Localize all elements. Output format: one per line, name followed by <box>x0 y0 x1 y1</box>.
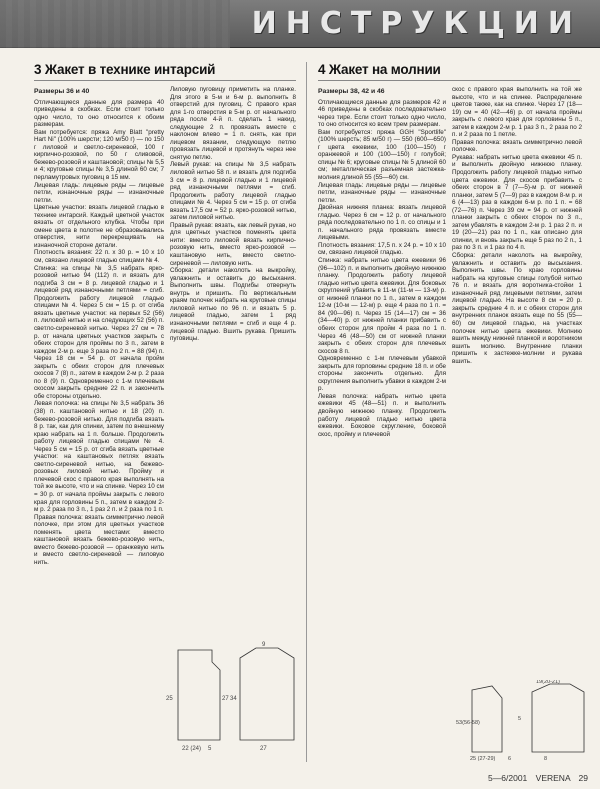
title-rule-left <box>34 80 296 81</box>
header-pattern <box>0 0 230 48</box>
small-label: 6 <box>508 756 512 762</box>
paragraph: Вам потребуется: пряжа GGH "Sportlife" (100% шерсть; 85 м/50 г) — 550 (600—650) г цвета ежевики, 100 (100—150) г оранжевой и 100 (100—150) г голубой; спицы № 6; круговые спицы № 5 длиной 60 см; металлическая разъемная застежка-молния длиной 55 (55—60) см. <box>318 128 446 182</box>
article-title-right: 4 Жакет на молнии <box>318 62 441 77</box>
page-footer <box>482 773 588 783</box>
left-article-column-1 <box>34 86 164 566</box>
paragraph: Рукава: набрать нитью цвета ежевики 45 п. и выполнить двойную нижнюю планку. Продолжить работу лицевой гладью нитью цвета ежевики. Для скосов прибавить с обеих сторон в 7 (7—5)-м р. от нижней планки, затем 5 (7—9) раз в каждом 8-м р. и 6 (4—13) раз в каждом 6-м р. по 1 п. = 68 (72—76) п. Через 39 см = 94 р. от нижней планки закрыть с обеих сторон по 3 п., затем убавлять в каждом 2-м р. 1 раз 2 п. и 19 (20—21) раз по 1 п., как описано для спинки, и вновь закрыть еще 5 раз по 2 п., 1 раз по 3 п. и 1 раз по 4 п. <box>452 153 582 252</box>
dim-label-height: 25 <box>166 696 173 702</box>
paragraph: Вам потребуется: пряжа Amy Blatt "pretty Hart Ni" (100% шерсти; 120 м/50 г) — по 150 г лиловой и светло-сиреневой, 100 г кирпично-розовой, по 50 г сливовой, бежево-розовой и каштановой; спицы № 5,5 и 4; круговые спицы № 3,5 длиной 60 см; 7 перламутровых пуговиц в 15 мм. <box>34 128 164 182</box>
paragraph: Плотность вязания: 17,5 п. х 24 р. = 10 х 10 см, связано лицевой гладью. <box>318 241 446 257</box>
front-piece-outline <box>178 650 220 740</box>
dim-label-height-right: 27 <box>222 696 229 702</box>
height-label: 53(56-58) <box>456 720 480 726</box>
paragraph: Лиловую пуговицу приметить на планке. Для этого в 5-м и 6-м р. выполнить 8 отверстий для пуговиц. С правого края для 1-го отверстия в 5-м р. от начального ряда после 4-й п. сделать 1 накид, следующие 2 п. провязать вместе с наклоном влево = 1 п. снять, как при лицевом вязании, следующую петлю провязать лицевой и протянуть через нее снятую петлю. <box>170 86 296 161</box>
paragraph: Плотность вязания: 22 п. х 30 р. = 10 х 10 см, связано лицевой гладью спицами № 4. <box>34 249 164 265</box>
paragraph: Правый рукав: вязать, как левый рукав, но для цветных участков поменять цвета нити: вместо лиловой вязать кирпично-розовую нить, вместо ярко-розовой — каштановую нить, вместо светло-сиреневой — лиловую нить. <box>170 221 296 267</box>
page-number: 29 <box>578 773 588 783</box>
paragraph: Левая полочка: на спицы № 3,5 набрать 36 (38) п. каштановой нитью и 18 (20) п. бежево-розовой нитью. Для подгиба вязать 8 р. так, как для спинки, затем по внешнему краю набрать на 1 п. больше. Продолжить работу лицевой гладью спицами № 4. Через 5 см = 15 р. от сгиба вязать цветные участки: на каштановых петлях вязать светло-сиреневой нитью, на бежево-розовых лиловой нитью. Пройму и плечевой скос с правого края выполнять на той же высоте, что и на спинке. Через 10 см = 30 р. от начала проймы закрыть с левого края для горловины 5 п., затем в каждом 2-м р. 2 раза по 3 п., 1 раз 2 п. и 2 раза по 1 п. <box>34 400 164 514</box>
section-title: ИНСТРУКЦИИ <box>251 6 582 41</box>
paragraph: Левый рукав: на спицы № 3,5 набрать лиловой нитью 58 п. и вязать для подгиба 3 см = 8 р. лицевой гладью и 1 лицевой ряд изнаночными петлями = сгиб. Продолжить работу лицевой гладью спицами № 4. Через 5 см = 15 р. от сгиба вязать 17,5 см = 52 р. ярко-розовой нитью, затем лиловой нитью. <box>170 161 296 222</box>
sizes-label: Размеры 38, 42 и 46 <box>318 88 385 95</box>
left-article-column-2 <box>170 86 296 343</box>
dim-label-small: 5 <box>208 746 212 752</box>
column-divider <box>306 62 307 762</box>
paragraph: Правая полочка: вязать симметрично левой полочке, при этом для цветных участков поменять цвета местами: вместо каштановой вязать бежево-розовую нить, вместо бежево-розовой — оранжевую нить и вместо светло-сиреневой — лиловую нить. <box>34 513 164 566</box>
paragraph: Цветные участки: вязать лицевой гладью в технике интарсий. Каждый цветной участок вязать от отдельного клубка. Чтобы при смене цвета в полотне не образовывались отверстия, нити перекрещивать на изнаночной стороне детали. <box>34 204 164 249</box>
paragraph: скос с правого края выполнить на той же высоте, что и на спинке. Распределение цветов также, как на спинке. Через 17 (18—19) см = 40 (42—46) р. от начала проймы закрыть с левого края для горловины 5 п., затем в каждом 2-м р. 1 раз 3 п., 2 раза по 2 п. и 2 раза по 1 петле. <box>452 86 582 139</box>
paragraph: Сборка: детали наколоть на выкройку, увлажнить и оставить до высыхания. Выполнить швы. По краю горловины набрать на круговые спицы голубой нитью 76 п. и вязать для воротника-стойки 1 изнаночный ряд лицевыми петлями, затем лицевой гладью. На высоте 8 см = 20 р. закрыть средние 4 п. и с обеих сторон для внутренних планок вязать еще по 55 (55—60) см лицевой гладью, на участках полочек нитью цвета ежевики. Молнию вшить между нижней планкой и воротником вшить молнию. Внутренние планки пришить к застежке-молнии и рукава вшить. <box>452 252 582 365</box>
sleeve-bottom-label: 27 <box>260 746 267 752</box>
width-label: 25 (27-29) <box>470 756 496 762</box>
page-header <box>0 0 600 48</box>
right-article-column-2 <box>452 86 582 365</box>
paragraph: Отличающиеся данные для размеров 42 и 46 приведены в скобках последовательно через тире. Если стоит только одно число, то оно относится ко всем трем размерам. <box>318 98 446 129</box>
sleeve-top-label: 19(20-21) <box>536 680 560 685</box>
sleeve-side-label: 34 <box>230 696 237 702</box>
paragraph: Правая полочка: вязать симметрично левой полочке. <box>452 138 582 154</box>
sleeve-mid-label: 5 <box>518 716 522 722</box>
paragraph: Сборка: детали наколоть на выкройку, увлажнить и оставить до высыхания. Выполнить швы. Подгибы отвернуть внутрь и пришить. По вертикальным краям полочек набрать на круговые спицы лиловой нитью по 96 п. и вязать 5 р. лицевой гладью, затем 1 ряд изнаночными петлями = сгиб и еще 4 р. лицевой гладью. Вшить рукава. Пришить пуговицы. <box>170 267 296 343</box>
paragraph: Лицевая гладь: лицевые ряды — лицевые петли, изнаночные ряды — изнаночные петли. <box>34 181 164 204</box>
dim-label-width: 22 (24) <box>182 746 202 752</box>
issue-number: 5—6/2001 <box>488 773 528 783</box>
sleeve-piece-outline <box>532 684 584 752</box>
right-article-column-1 <box>318 86 446 438</box>
sizes-label: Размеры 36 и 40 <box>34 88 90 95</box>
sleeve-width-label: 8 <box>544 756 548 762</box>
right-pattern-diagram <box>452 680 592 765</box>
paragraph: Лицевая гладь: лицевые ряды — лицевые петли, изнаночные ряды — изнаночные петли. <box>318 181 446 204</box>
paragraph: Одновременно с 1-м плечевым убавкой закрыть для горловины средние 18 п. и обе стороны закончить отдельно. Для скругления выполнить убавки в каждом 2-м р. <box>318 355 446 393</box>
paragraph: Левая полочка: набрать нитью цвета ежевики 45 (48—51) п. и выполнить двойную нижнюю планку. Продолжить работу лицевой гладью нитью цвета ежевики. Боковое скругление, боковой скос, пройму и плечевой <box>318 392 446 438</box>
paragraph: Спинка: на спицы № 3,5 набрать ярко-розовой нитью 94 (112) п. и вязать для подгиба 3 см = 8 р. лицевой гладью и 1 лицевой ряд изнаночными петлями = сгиб. Продолжить работу лицевой гладью спицами № 4. Через 5 см = 15 р. от сгиба вязать цветные участки: на первых 52 (56) п. лиловой нитью и на следующих 52 (56) п. светло-сиреневой нитью. Через 27 см = 78 р. от начала цветных участков закрыть с обеих сторон для проймы по 3 п., затем в каждом 2-м р. еще 3 раза по 2 п. = 88 (94) п. Через 18 см = 54 р. от начала пройм закрыть с обеих сторон для плечевых скосов 7 (8) п., затем в каждом 2-м р. 2 раза по 8 (9) п. Одновременно с 1-м плечевым скосом закрыть средние 22 п. и закончить обе стороны отдельно. <box>34 264 164 400</box>
title-rule-right <box>318 80 580 81</box>
paragraph: Спинка: набрать нитью цвета ежевики 96 (96—102) п. и выполнить двойную нижнюю планку. Продолжить работу лицевой гладью нитью цвета ежевики. Для боковых скруглений убавить в 11-м (11-м — 13-м) р. от нижней планки по 1 п., затем в каждом 12-м (10-м — 12-м) р. еще 4 раза по 1 п. = 84 (90—96) п. Через 15 (14—17) см = 36 (34—40) р. от нижней планки прибавить с обеих сторон для пройм 4 раза по 1 п. Через 46 (48—50) см от нижней планки закрыть с обеих сторон для плечевых скосов 8 п. <box>318 257 446 355</box>
paragraph: Отличающиеся данные для размера 40 приведены в скобках. Если стоит только одно число, то оно относится к обоим размерам. <box>34 98 164 129</box>
sleeve-top-label: 9 <box>262 642 266 648</box>
sleeve-piece-outline <box>240 648 294 740</box>
article-title-left: 3 Жакет в технике интарсий <box>34 62 216 77</box>
body-piece-outline <box>472 686 502 752</box>
left-pattern-diagram <box>160 640 300 758</box>
magazine-brand: VERENA <box>535 773 571 783</box>
paragraph: Двойная нижняя планка: вязать лицевой гладью. Через 6 см = 12 р. от начального ряда последовательно по 1 п. со спицы и 1 п. начального ряда провязать вместе лицевыми. <box>318 204 446 242</box>
